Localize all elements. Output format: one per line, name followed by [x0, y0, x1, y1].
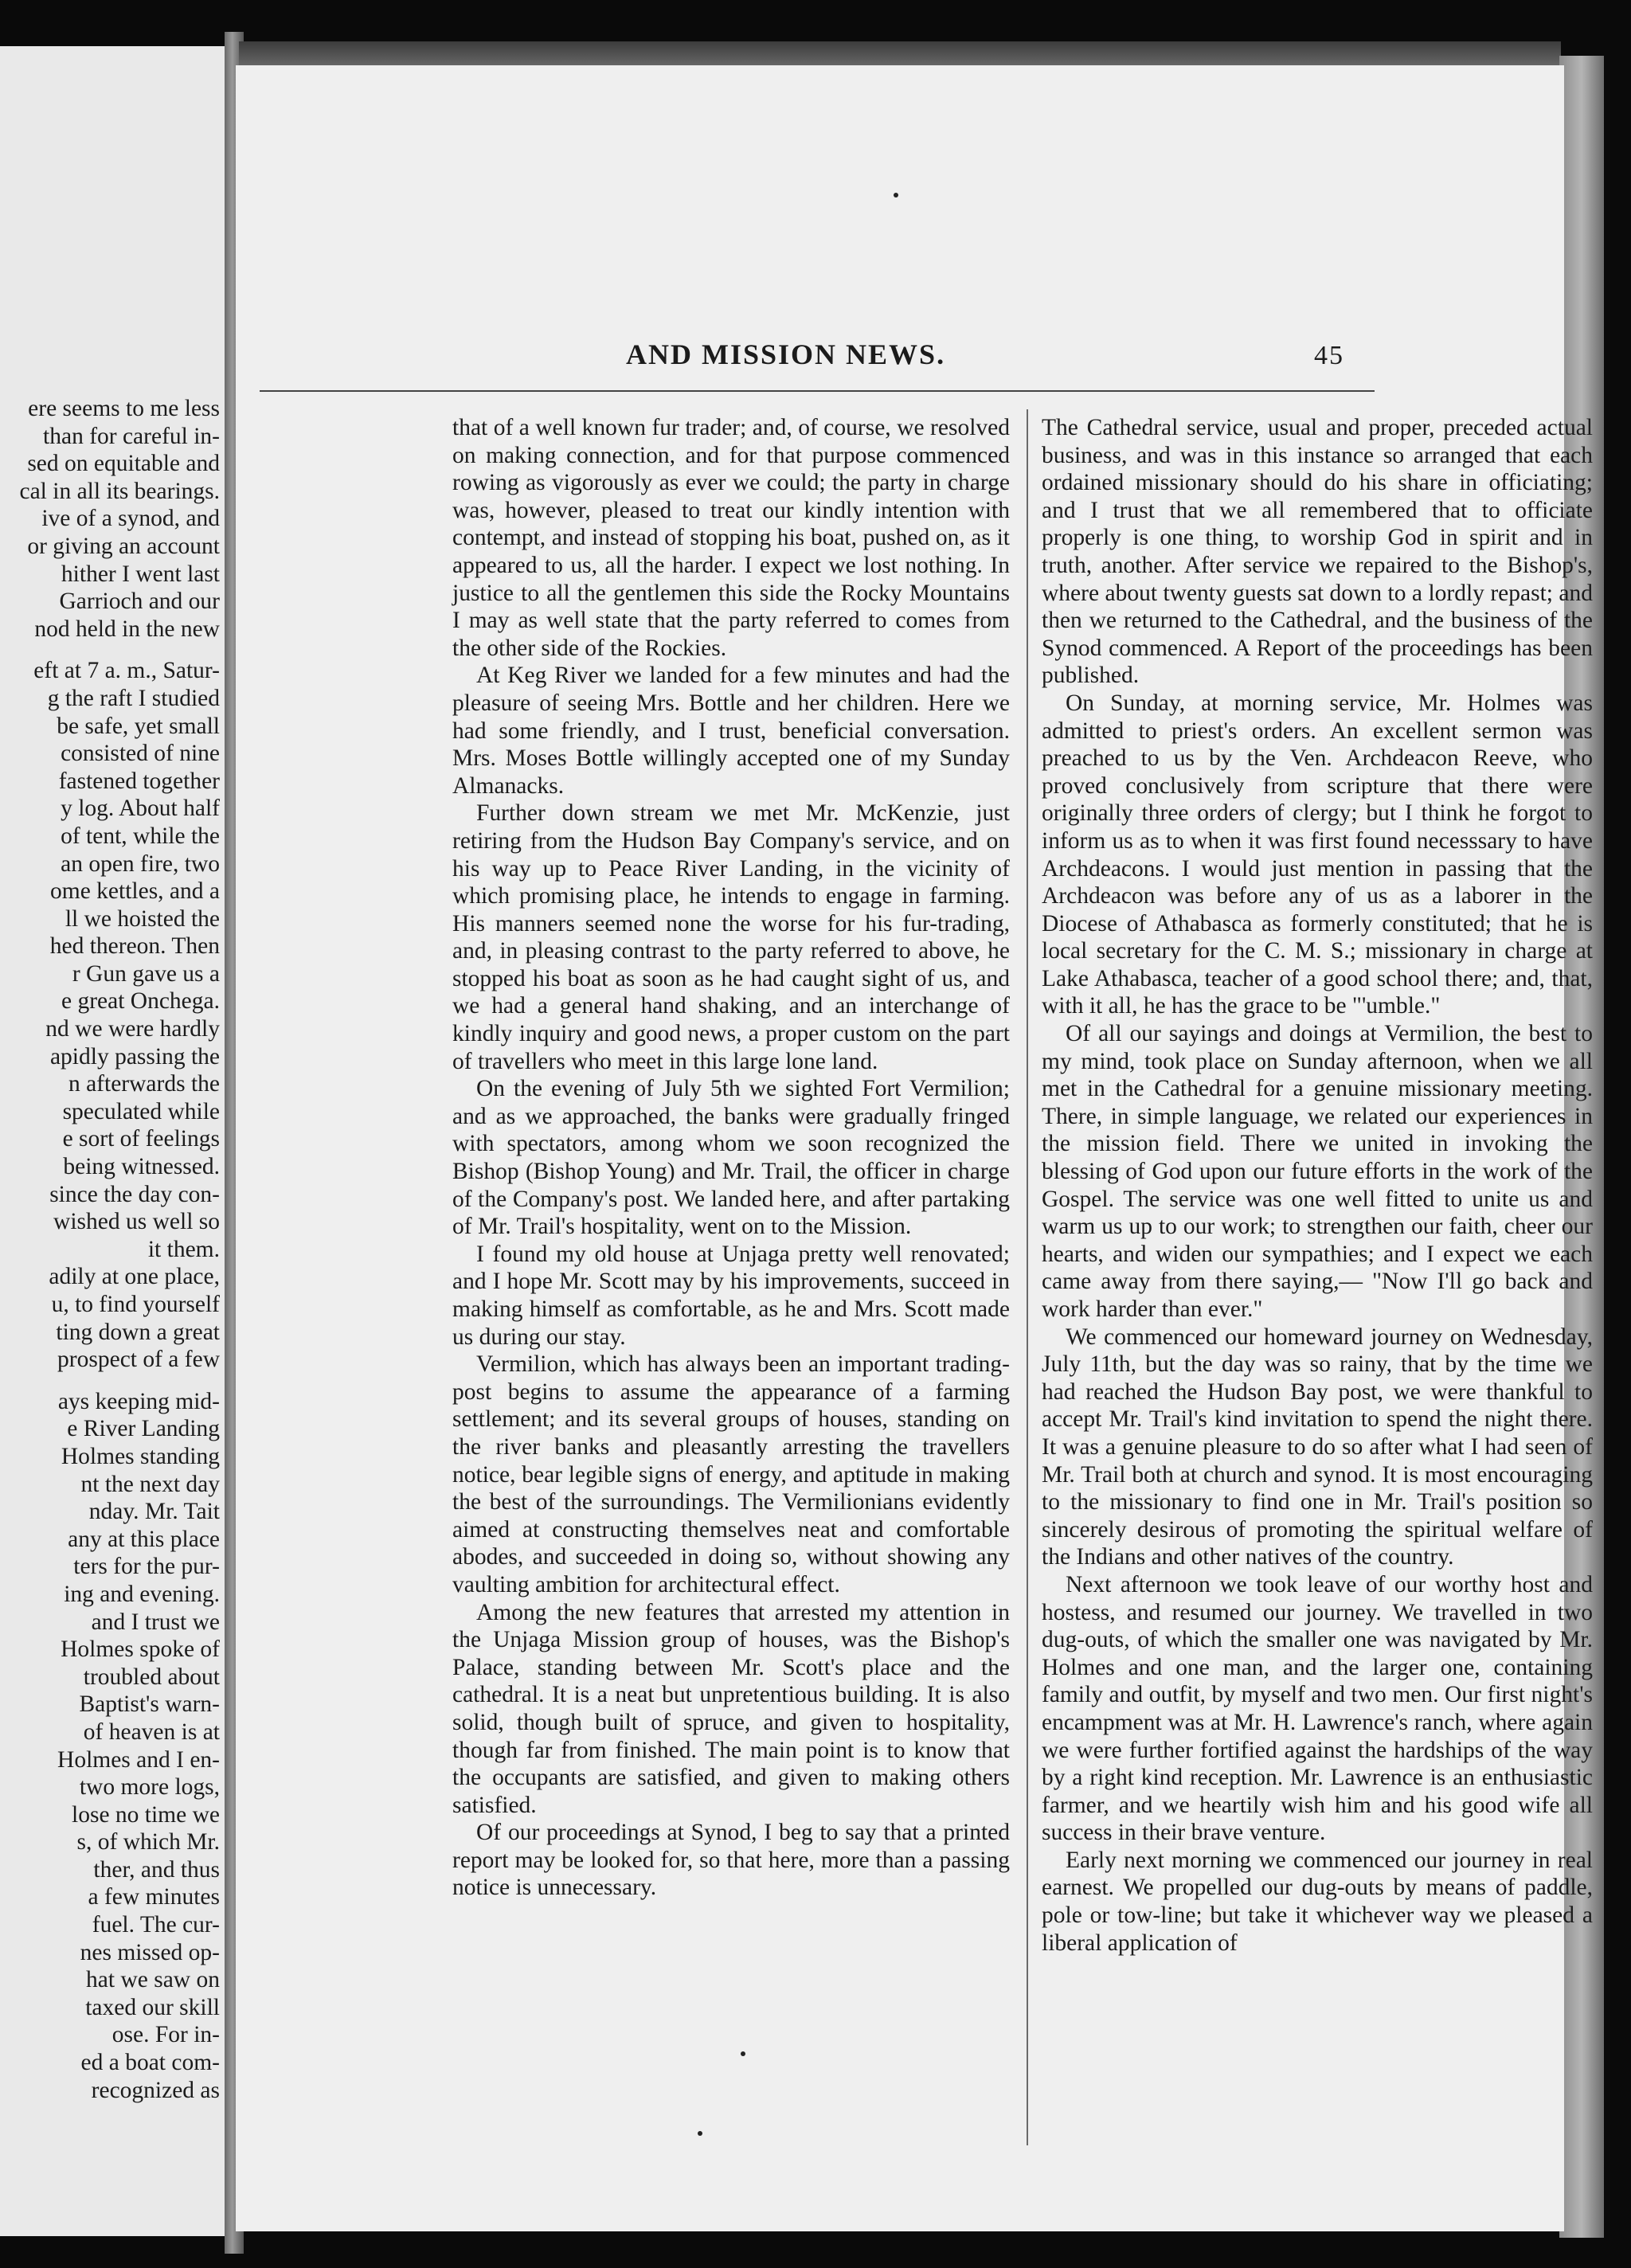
- speck: [741, 2051, 745, 2056]
- facing-page-line: r Gun gave us a: [72, 960, 220, 987]
- facing-page-line: consisted of nine: [61, 741, 220, 767]
- facing-page-line: two more logs,: [79, 1774, 220, 1801]
- facing-page: [0, 46, 225, 2236]
- facing-page-line: ll we hoisted the: [65, 905, 220, 932]
- facing-page-line: be safe, yet small: [57, 713, 220, 739]
- facing-page-line: ther, and thus: [93, 1856, 220, 1883]
- facing-page-line: hat we saw on: [86, 1967, 220, 1993]
- page: [236, 65, 1593, 2231]
- facing-page-line: of tent, while the: [61, 823, 220, 849]
- facing-page-line: any at this place: [68, 1526, 220, 1552]
- paragraph: Early next morning we commenced our journey in real earnest. We propelled our dug-outs by means of paddle, pole or tow-line; but take it whichever way we pleased a liberal application of: [1042, 1847, 1593, 1956]
- facing-page-line: nt the next day: [80, 1471, 220, 1497]
- paragraph: The Cathedral service, usual and proper, preceded actual business, and was in this instance so arranged that each ordained missionary should do his share in officiating; and I trust that we all remembered that to officiate properly is one thing, to worship God in spirit and in truth, another. After service we repaired to the Bishop's, where about twenty guests sat down to a lordly repast; and then we returned to the Cathedral, and the business of the Synod commenced. A Report of the proceedings has been published.: [1042, 415, 1593, 689]
- facing-page-line: e River Landing: [67, 1416, 220, 1442]
- facing-page-line: speculated while: [62, 1098, 220, 1124]
- column-divider: [1027, 409, 1028, 2145]
- text-column-1: [452, 414, 1010, 1902]
- facing-page-line: than for careful in-: [43, 423, 220, 449]
- facing-page-line: nod held in the new: [34, 616, 220, 642]
- facing-page-line: ive of a synod, and: [41, 506, 220, 532]
- paragraph: Further down stream we met Mr. McKenzie, just retiring from the Hudson Bay Company's service, and on his way up to Peace River Landing, in the vicinity of which promising place, he intends to engage in farming. His manners seemed none the worse for his fur-trading, and, in pleasing contrast to the party referred to above, he stopped his boat as soon as he had caught sight of us, and we had a general hand shaking, and an interchange of kindly inquiry and good news, a proper custom on the part of travellers who meet in this large lone land.: [452, 800, 1010, 1074]
- facing-page-line: Holmes standing: [61, 1443, 220, 1469]
- facing-page-line: of heaven is at: [83, 1719, 220, 1745]
- facing-page-line: apidly passing the: [49, 1043, 220, 1069]
- facing-page-line: hither I went last: [61, 561, 220, 587]
- page-number: 45: [1314, 341, 1344, 370]
- paragraph: On Sunday, at morning service, Mr. Holmes was admitted to priest's orders. An excellent sermon was preached to us by the Ven. Archdeacon Reeve, who proved conclusively from scripture that there were originally three orders of clergy; but I think he forgot to inform us as to when it was first found necesssary to have Archdeacons. I would just mention in passing that the Archdeacon was before any of us as a laborer in the Diocese of Athabasca as formerly constituted; that he is local secretary for the C. M. S.; missionary in charge at Lake Athabasca, teacher of a good school there; and, that, with it all, he has the grace to be "'umble.": [1042, 690, 1593, 1019]
- facing-page-line: fuel. The cur-: [92, 1912, 220, 1938]
- facing-page-line: ed a boat com-: [80, 2050, 220, 2076]
- paragraph: We commenced our homeward journey on Wednesday, July 11th, but the day was so rainy, that by the time we had reached the Hudson Bay post, we were thankful to accept Mr. Trail's kind invitation to spend the night there. It was a genuine pleasure to do so after what I had seen of Mr. Trail both at church and synod. It is most encouraging to the missionary to find one in Mr. Trail's position so sincerely desirous of promoting the spiritual welfare of the Indians and other natives of the country.: [1042, 1324, 1593, 1570]
- facing-page-line: g the raft I studied: [47, 685, 220, 711]
- facing-page-line: nd we were hardly: [45, 1016, 220, 1042]
- facing-page-line: cal in all its bearings.: [19, 478, 220, 504]
- facing-page-line: y log. About half: [61, 796, 220, 822]
- facing-page-line: recognized as: [91, 2077, 220, 2103]
- facing-page-line: sed on equitable and: [27, 451, 220, 477]
- facing-page-line: Holmes spoke of: [61, 1636, 220, 1663]
- paragraph: Vermilion, which has always been an important trading-post begins to assume the appearance of a farming settlement; and its several groups of houses, standing on the river banks and pleasantly arresting the travellers notice, bear legible signs of energy, and aptitude in making the best of the surroundings. The Vermilionians evidently aimed at constructing themselves neat and comfortable abodes, and succeeded in doing so, without showing any vaulting ambition for architectural effect.: [452, 1351, 1010, 1597]
- paragraph: Of our proceedings at Synod, I beg to say that a printed report may be looked for, so that here, more than a passing notice is unnecessary.: [452, 1820, 1010, 1901]
- facing-page-line: [0, 1374, 220, 1388]
- speck: [698, 2131, 702, 2136]
- header-rule: [260, 390, 1375, 392]
- facing-page-line: u, to find yourself: [51, 1292, 220, 1317]
- facing-page-line: Holmes and I en-: [57, 1746, 220, 1773]
- facing-page-line: nes missed op-: [80, 1939, 220, 1965]
- facing-page-line: since the day con-: [49, 1181, 220, 1207]
- facing-page-line: ing and evening.: [64, 1581, 220, 1607]
- facing-page-line: or giving an account: [27, 533, 220, 559]
- speck: [894, 193, 898, 197]
- facing-page-line: taxed our skill: [85, 1994, 220, 2020]
- facing-page-line: ays keeping mid-: [57, 1388, 220, 1414]
- facing-page-line: and I trust we: [91, 1609, 220, 1635]
- paragraph: At Keg River we landed for a few minutes and had the pleasure of seeing Mrs. Bottle and her children. Here we had some friendly, and I trust, beneficial conversation. Mrs. Moses Bottle willingly accepted one of my Sunday Almanacks.: [452, 663, 1010, 799]
- facing-page-line: eft at 7 a. m., Satur-: [33, 658, 220, 684]
- paragraph: I found my old house at Unjaga pretty well renovated; and I hope Mr. Scott may by his improvements, succeed in making himself as comfortable, as he and Mrs. Scott made us during our stay.: [452, 1241, 1010, 1350]
- facing-page-line: [0, 643, 220, 657]
- facing-page-line: ere seems to me less: [28, 396, 220, 421]
- facing-page-line: Baptist's warn-: [79, 1691, 220, 1718]
- paragraph: Among the new features that arrested my attention in the Unjaga Mission group of houses, was the Bishop's Palace, standing between Mr. Scott's place and the cathedral. It is a neat but unpretentious building. It is also solid, though built of spruce, and given to hospitality, though far from finished. The main point is to know that the occupants are satisfied, and given to making others satisfied.: [452, 1599, 1010, 1818]
- facing-page-line: ting down a great: [56, 1319, 220, 1345]
- facing-page-line: prospect of a few: [57, 1347, 220, 1373]
- facing-page-line: wished us well so: [53, 1209, 220, 1235]
- facing-page-line: ose. For in-: [111, 2022, 220, 2048]
- facing-page-line: nday. Mr. Tait: [88, 1499, 220, 1525]
- facing-page-line: e great Onchega.: [61, 988, 220, 1015]
- facing-page-line: Garrioch and our: [59, 589, 220, 615]
- paragraph: Next afternoon we took leave of our worthy host and hostess, and resumed our journey. We travelled in two dug-outs, of which the smaller one was navigated by Mr. Holmes and one man, and the larger one, containing family and outfit, by myself and two men. Our first night's encampment was at Mr. H. Lawrence's ranch, where again we were further fortified against the hardships of the way by a right kind reception. Mr. Lawrence is an enthusiastic farmer, and we heartily wish him and his good wife all success in their brave venture.: [1042, 1571, 1593, 1846]
- paragraph: that of a well known fur trader; and, of course, we resolved on making connection, and for that purpose commenced rowing as vigorously as ever we could; the party in charge was, however, pleased to treat our kindly intention with contempt, and instead of stopping his boat, pushed on, as it appeared to us, all the harder. I expect we lost nothing. In justice to all the gentlemen this side the Rocky Mountains I may as well state that the party referred to comes from the other side of the Rockies.: [452, 415, 1010, 661]
- facing-page-line: a few minutes: [88, 1884, 220, 1910]
- facing-page-line: hed thereon. Then: [49, 933, 220, 960]
- facing-page-line: troubled about: [83, 1664, 220, 1690]
- facing-page-line: adily at one place,: [49, 1264, 220, 1290]
- facing-page-line: ters for the pur-: [73, 1554, 220, 1580]
- facing-page-line: ome kettles, and a: [50, 878, 220, 905]
- facing-page-line: s, of which Mr.: [76, 1829, 220, 1855]
- facing-page-line: fastened together: [58, 768, 220, 794]
- facing-page-line: being witnessed.: [63, 1154, 220, 1180]
- running-head-title: AND MISSION NEWS.: [626, 338, 946, 370]
- text-column-2: [1042, 414, 1593, 1957]
- facing-page-line: e sort of feelings: [62, 1126, 220, 1152]
- facing-page-text: [0, 395, 220, 2104]
- facing-page-line: an open fire, two: [61, 850, 220, 877]
- paragraph: Of all our sayings and doings at Vermilion, the best to my mind, took place on Sunday afternoon, when we all met in the Cathedral for a genuine missionary meeting. There, in simple language, we related our experiences in the mission field. There we united in invoking the blessing of God upon our future efforts in the work of the Gospel. The service was one well fitted to unite us and warm us up to our work; to strengthen our faith, cheer our hearts, and widen our sympathies; and I expect we each came away from there saying,— "Now I'll go back and work harder than ever.": [1042, 1021, 1593, 1322]
- paragraph: On the evening of July 5th we sighted Fort Vermilion; and as we approached, the banks were gradually fringed with spectators, among whom we soon recognized the Bishop (Bishop Young) and Mr. Trail, the officer in charge of the Company's post. We landed here, and after partaking of Mr. Trail's hospitality, went on to the Mission.: [452, 1076, 1010, 1240]
- facing-page-line: it them.: [147, 1236, 220, 1262]
- facing-page-line: n afterwards the: [68, 1071, 220, 1097]
- facing-page-line: lose no time we: [72, 1801, 220, 1828]
